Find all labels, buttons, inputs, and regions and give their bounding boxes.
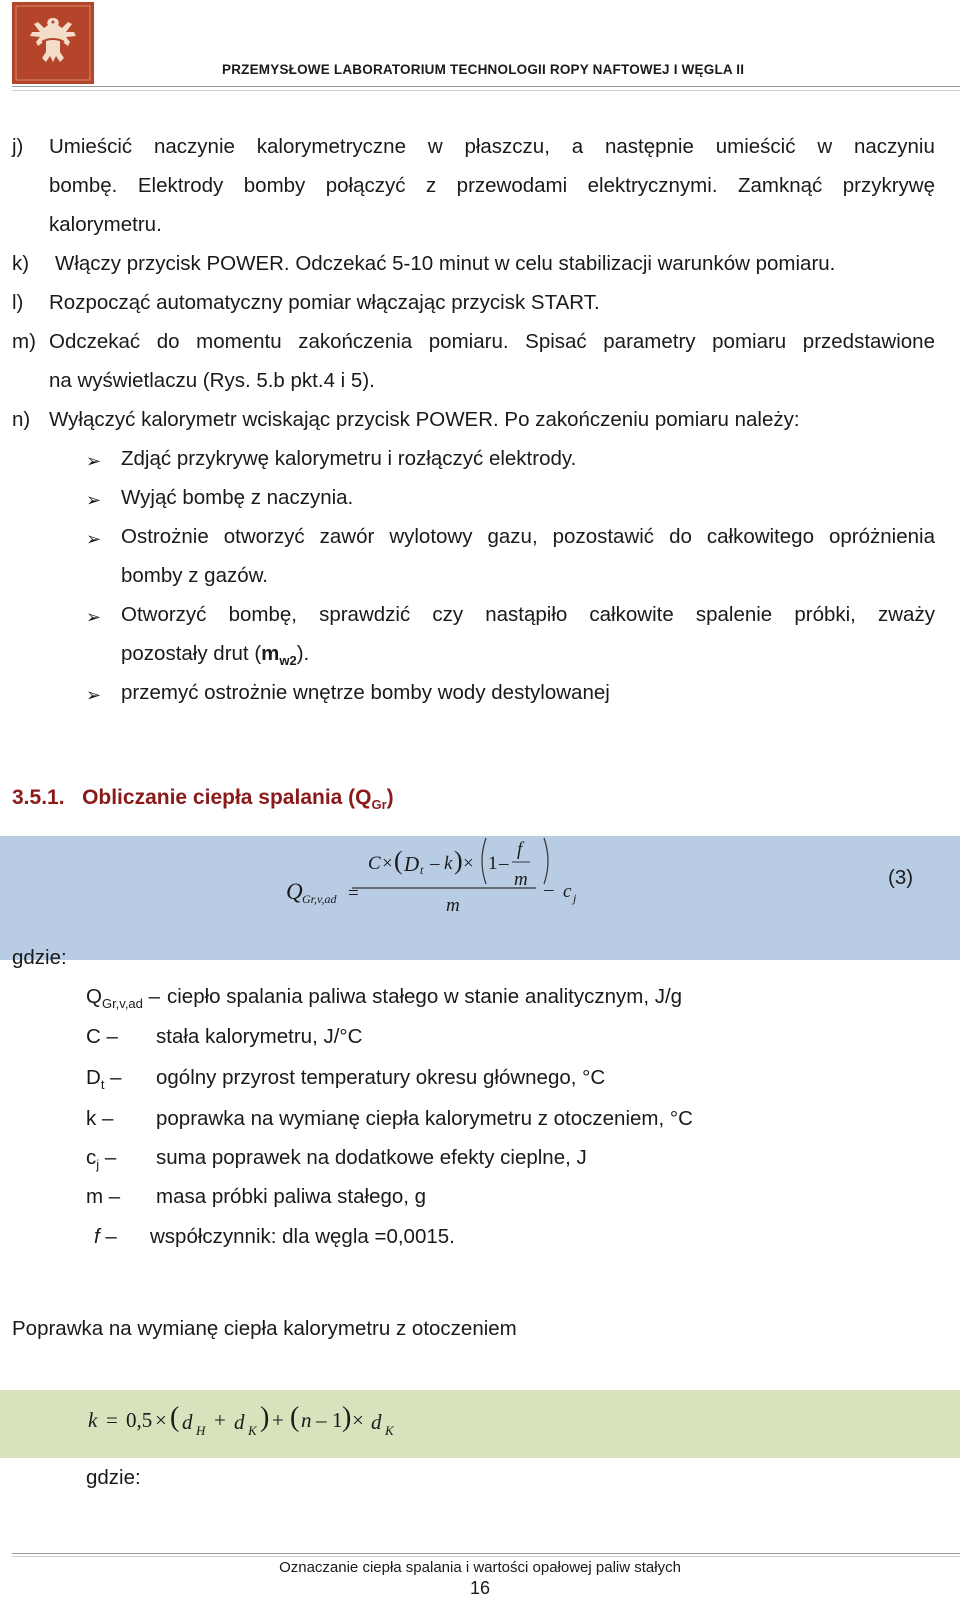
bullet-arrow-icon: ➢ — [86, 451, 102, 471]
step-j-line3: kalorymetru. — [49, 213, 162, 236]
step-j-label: j) — [12, 135, 24, 158]
bullet-arrow-icon: ➢ — [86, 529, 102, 549]
eq2-d-subscript: H — [196, 1423, 206, 1438]
eq-c-correction: c — [563, 881, 572, 902]
laboratory-logo — [12, 2, 94, 84]
eq2-d-symbol: d — [182, 1410, 193, 1434]
eq-c-subscript: j — [573, 891, 577, 905]
footer-divider-secondary — [12, 1556, 960, 1557]
eq2-d-symbol-3: d — [371, 1410, 382, 1434]
definition-text: suma poprawek na dodatkowe efekty cieplne, J — [156, 1146, 587, 1169]
eq-k-symbol: k — [444, 853, 453, 874]
definition-text: ciepło spalania paliwa stałego w stanie analitycznym, J/g — [167, 985, 683, 1008]
eq2-d-subscript-3: K — [385, 1423, 394, 1438]
section-title: Obliczanie ciepła spalania (Q — [82, 786, 372, 809]
eq2-k-symbol: k — [88, 1408, 98, 1432]
bullet-text: Wyjąć bombę z naczynia. — [121, 486, 354, 509]
definition-symbol: $Q_{Gr,v,ad}$ – — [86, 985, 161, 1012]
step-j-line1: Umieścić naczynie kalorymetryczne w płaszczu, a następnie umieścić w naczyniu — [49, 135, 935, 158]
bullet-text: przemyć ostrożnie wnętrze bomby wody destylowanej — [121, 681, 610, 704]
footer-title: Oznaczanie ciepła spalania i wartości opałowej paliw stałych — [279, 1559, 681, 1576]
eq-minus: – — [430, 853, 440, 874]
definition-symbol: f – — [94, 1225, 117, 1248]
step-j-line2: bombę. Elektrody bomby połączyć z przewodami elektrycznymi. Zamknąć przykrywę — [49, 174, 935, 197]
step-m-label: m) — [12, 330, 36, 353]
step-n-label: n) — [12, 408, 31, 431]
correction-equation-box — [0, 1390, 960, 1458]
eq-q-symbol: Q — [286, 879, 303, 904]
eq2-n-symbol: n — [301, 1408, 312, 1432]
eq-m-inner: m — [514, 869, 528, 890]
bullet-text-continued: bomby z gazów. — [121, 564, 268, 587]
eq-f-symbol: f — [517, 839, 523, 860]
equation-3-brackets — [0, 836, 960, 960]
eq2-minus: – — [316, 1408, 327, 1432]
eq-c-symbol: C — [368, 853, 381, 874]
wire-mass-symbol: m — [261, 642, 280, 665]
bullet-arrow-icon: ➢ — [86, 685, 102, 705]
eq-d-symbol: D — [404, 852, 420, 876]
eq2-times-2: × — [352, 1408, 364, 1432]
eq2-coefficient: 0,5 — [126, 1408, 153, 1432]
step-l-label: l) — [12, 291, 24, 314]
step-m-line1: Odczekać do momentu zakończenia pomiaru. Spisać parametry pomiaru przedstawione — [49, 330, 935, 353]
eq2-plus-2: + — [272, 1408, 284, 1432]
definition-text: stała kalorymetru, J/°C — [156, 1025, 363, 1048]
bullet-text-continued: pozostały drut $(m_{w2})$. — [121, 642, 310, 669]
step-m-line2: na wyświetlaczu (Rys. 5.b pkt.4 i 5). — [49, 369, 375, 392]
section-number: 3.5.1. — [12, 786, 65, 809]
eq2-d-subscript-2: K — [248, 1423, 257, 1438]
eq2-rparen: ) — [260, 1402, 270, 1433]
equation-3-box — [0, 836, 960, 960]
eq-m-denominator: m — [446, 895, 460, 916]
bullet-arrow-icon: ➢ — [86, 490, 102, 510]
definition-text: poprawka na wymianę ciepła kalorymetru z otoczeniem, °C — [156, 1107, 693, 1130]
eq2-one: 1 — [332, 1408, 343, 1432]
page-number: 16 — [469, 1578, 491, 1598]
eq-q-subscript: Gr,v,ad — [302, 892, 337, 906]
equation-number: (3) — [888, 866, 914, 889]
eq-times-2: × — [463, 853, 474, 874]
header-title: PRZEMYSŁOWE LABORATORIUM TECHNOLOGII ROPY NAFTOWEJ I WĘGLA II — [222, 62, 745, 77]
definition-symbol: k – — [86, 1107, 114, 1130]
eq-rparen: ) — [454, 846, 463, 875]
step-l-text: Rozpocząć automatyczny pomiar włączając przycisk START. — [49, 291, 600, 314]
section-heading: 3.5.1. Obliczanie ciepła spalania $(Q_{Gr})$ — [12, 786, 394, 813]
header-divider — [12, 86, 960, 87]
footer-divider — [12, 1553, 960, 1554]
definition-symbol: C – — [86, 1025, 118, 1048]
header-divider-secondary — [12, 90, 960, 91]
definition-symbol: m – — [86, 1185, 121, 1208]
step-n-text: Wyłączyć kalorymetr wciskając przycisk POWER. Po zakończeniu pomiaru należy: — [49, 408, 800, 431]
eq-one: 1 — [488, 853, 498, 874]
eq2-lparen: ( — [170, 1402, 180, 1433]
definition-text: ogólny przyrost temperatury okresu głównego, °C — [156, 1066, 606, 1089]
bullet-text: Ostrożnie otworzyć zawór wylotowy gazu, pozostawić do całkowitego opróżnienia — [121, 525, 935, 548]
eq2-d-symbol-2: d — [234, 1410, 245, 1434]
step-k-label: k) — [12, 252, 30, 275]
eq-minus-2: – — [499, 853, 509, 874]
definition-symbol: $c_j$ – — [86, 1146, 117, 1173]
eq-equals: = — [348, 883, 359, 904]
eq2-equals: = — [106, 1408, 118, 1432]
bullet-text: Zdjąć przykrywę kalorymetru i rozłączyć elektrody. — [121, 447, 577, 470]
gdzie-label: gdzie: — [12, 946, 67, 969]
eq-d-subscript: t — [420, 863, 424, 877]
eq2-times: × — [155, 1408, 167, 1432]
eq-minus-3: – — [544, 879, 554, 900]
eq2-plus: + — [214, 1408, 226, 1432]
step-k-text: Włączy przycisk POWER. Odczekać 5-10 minut w celu stabilizacji warunków pomiaru. — [55, 252, 836, 275]
eq-lparen: ( — [394, 846, 403, 875]
eq-times: × — [382, 853, 393, 874]
definition-text: masa próbki paliwa stałego, g — [156, 1185, 427, 1208]
correction-title: Poprawka na wymianę ciepła kalorymetru z otoczeniem — [12, 1317, 517, 1340]
definition-symbol: $D_t$ – — [86, 1066, 122, 1093]
gdzie-label-2: gdzie: — [86, 1466, 141, 1489]
bullet-arrow-icon: ➢ — [86, 607, 102, 627]
definition-text: współczynnik: dla węgla =0,0015. — [150, 1225, 455, 1248]
eq2-rparen-2: ) — [342, 1402, 352, 1433]
eq2-lparen-2: ( — [290, 1402, 300, 1433]
bullet-text: Otworzyć bombę, sprawdzić czy nastąpiło całkowite spalenie próbki, zważy — [121, 603, 935, 626]
